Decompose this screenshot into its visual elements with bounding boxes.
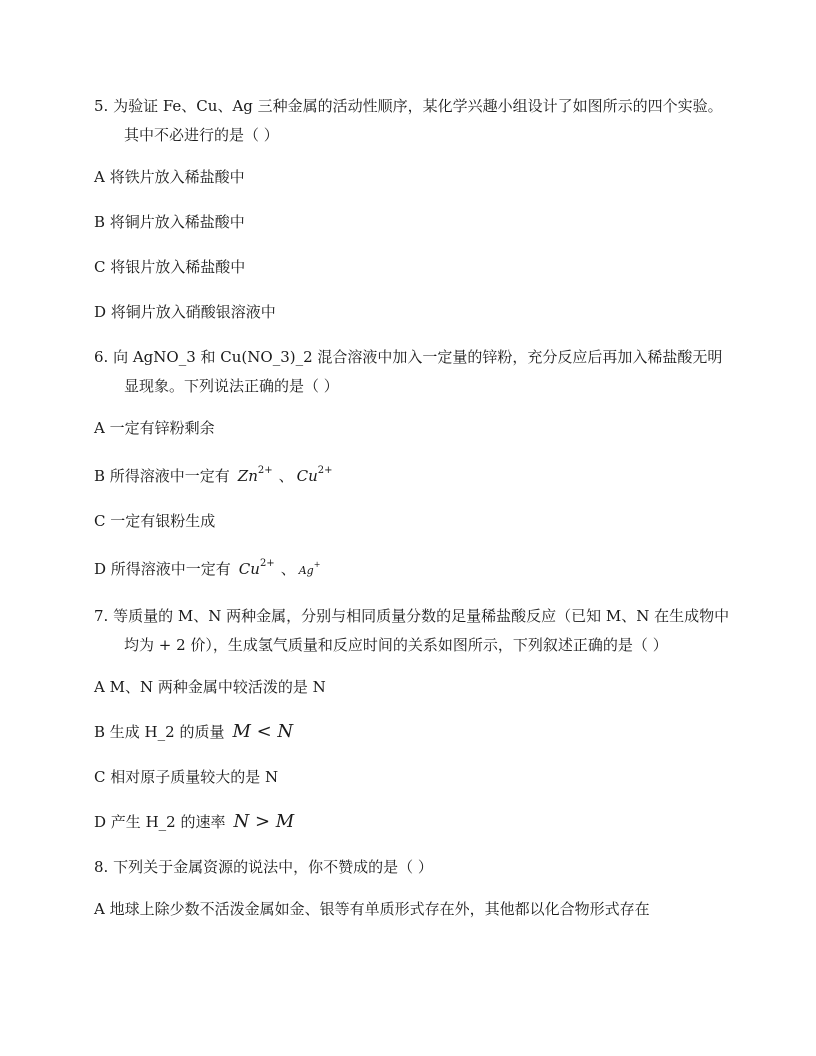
q7-option-b-text: B 生成 H_2 的质量: [94, 723, 225, 741]
q6-option-d-text: D 所得溶液中一定有: [94, 560, 231, 578]
q5-option-a: A 将铁片放入稀盐酸中: [94, 168, 245, 186]
question-5: [94, 92, 734, 324]
q7-option-b: [94, 720, 734, 744]
q6-option-b-separator: 、: [278, 467, 294, 485]
q7-option-d: [94, 810, 734, 834]
q6-option-b-ion-cu: $Cu^{2+}$: [296, 465, 333, 485]
q6-option-b-ion-zn: $Zn^{2+}$: [237, 465, 273, 485]
question-8-stem: 8. 下列关于金属资源的说法中，你不赞成的是（ ）: [94, 858, 433, 876]
question-8: [94, 853, 734, 921]
question-6: [94, 343, 734, 583]
q5-option-c: C 将银片放入稀盐酸中: [94, 258, 246, 276]
q6-option-b-text: B 所得溶液中一定有: [94, 467, 230, 485]
q8-option-a: A 地球上除少数不活泼金属如金、银等有单质形式存在外，其他都以化合物形式存在: [94, 900, 650, 918]
q5-option-d: D 将铜片放入硝酸银溶液中: [94, 303, 276, 321]
q7-option-d-math: N > M: [233, 811, 295, 832]
q6-option-c: C 一定有银粉生成: [94, 512, 216, 530]
q5-option-b: B 将铜片放入稀盐酸中: [94, 213, 245, 231]
question-6-stem: 6. 向 AgNO_3 和 Cu(NO_3)_2 混合溶液中加入一定量的锌粉，充分反应后再加入稀盐酸无明显现象。下列说法正确的是（ ）: [94, 348, 723, 395]
q7-option-b-math: M < N: [232, 721, 294, 742]
q6-option-d: [94, 554, 734, 583]
q6-option-d-separator: 、: [280, 560, 296, 578]
q7-option-d-text: D 产生 H_2 的速率: [94, 813, 226, 831]
q7-option-c: C 相对原子质量较大的是 N: [94, 768, 279, 786]
q6-option-b: [94, 461, 734, 488]
question-7-stem: 7. 等质量的 M、N 两种金属，分别与相同质量分数的足量稀盐酸反应（已知 M、N 在生成物中均为 + 2 价），生成氢气质量和反应时间的关系如图所示，下列叙述正确的是（ ）: [94, 607, 730, 654]
question-7: [94, 602, 734, 834]
q6-option-d-ion-cu: $Cu^{2+}$: [238, 558, 275, 578]
question-page: [94, 92, 734, 921]
q6-option-a: A 一定有锌粉剩余: [94, 419, 215, 437]
question-5-stem: 5. 为验证 Fe、Cu、Ag 三种金属的活动性顺序，某化学兴趣小组设计了如图所示的四个实验。其中不必进行的是（ ）: [94, 97, 723, 144]
q7-option-a: A M、N 两种金属中较活泼的是 N: [94, 678, 326, 696]
q6-option-d-ion-ag: Ag+: [298, 560, 321, 577]
